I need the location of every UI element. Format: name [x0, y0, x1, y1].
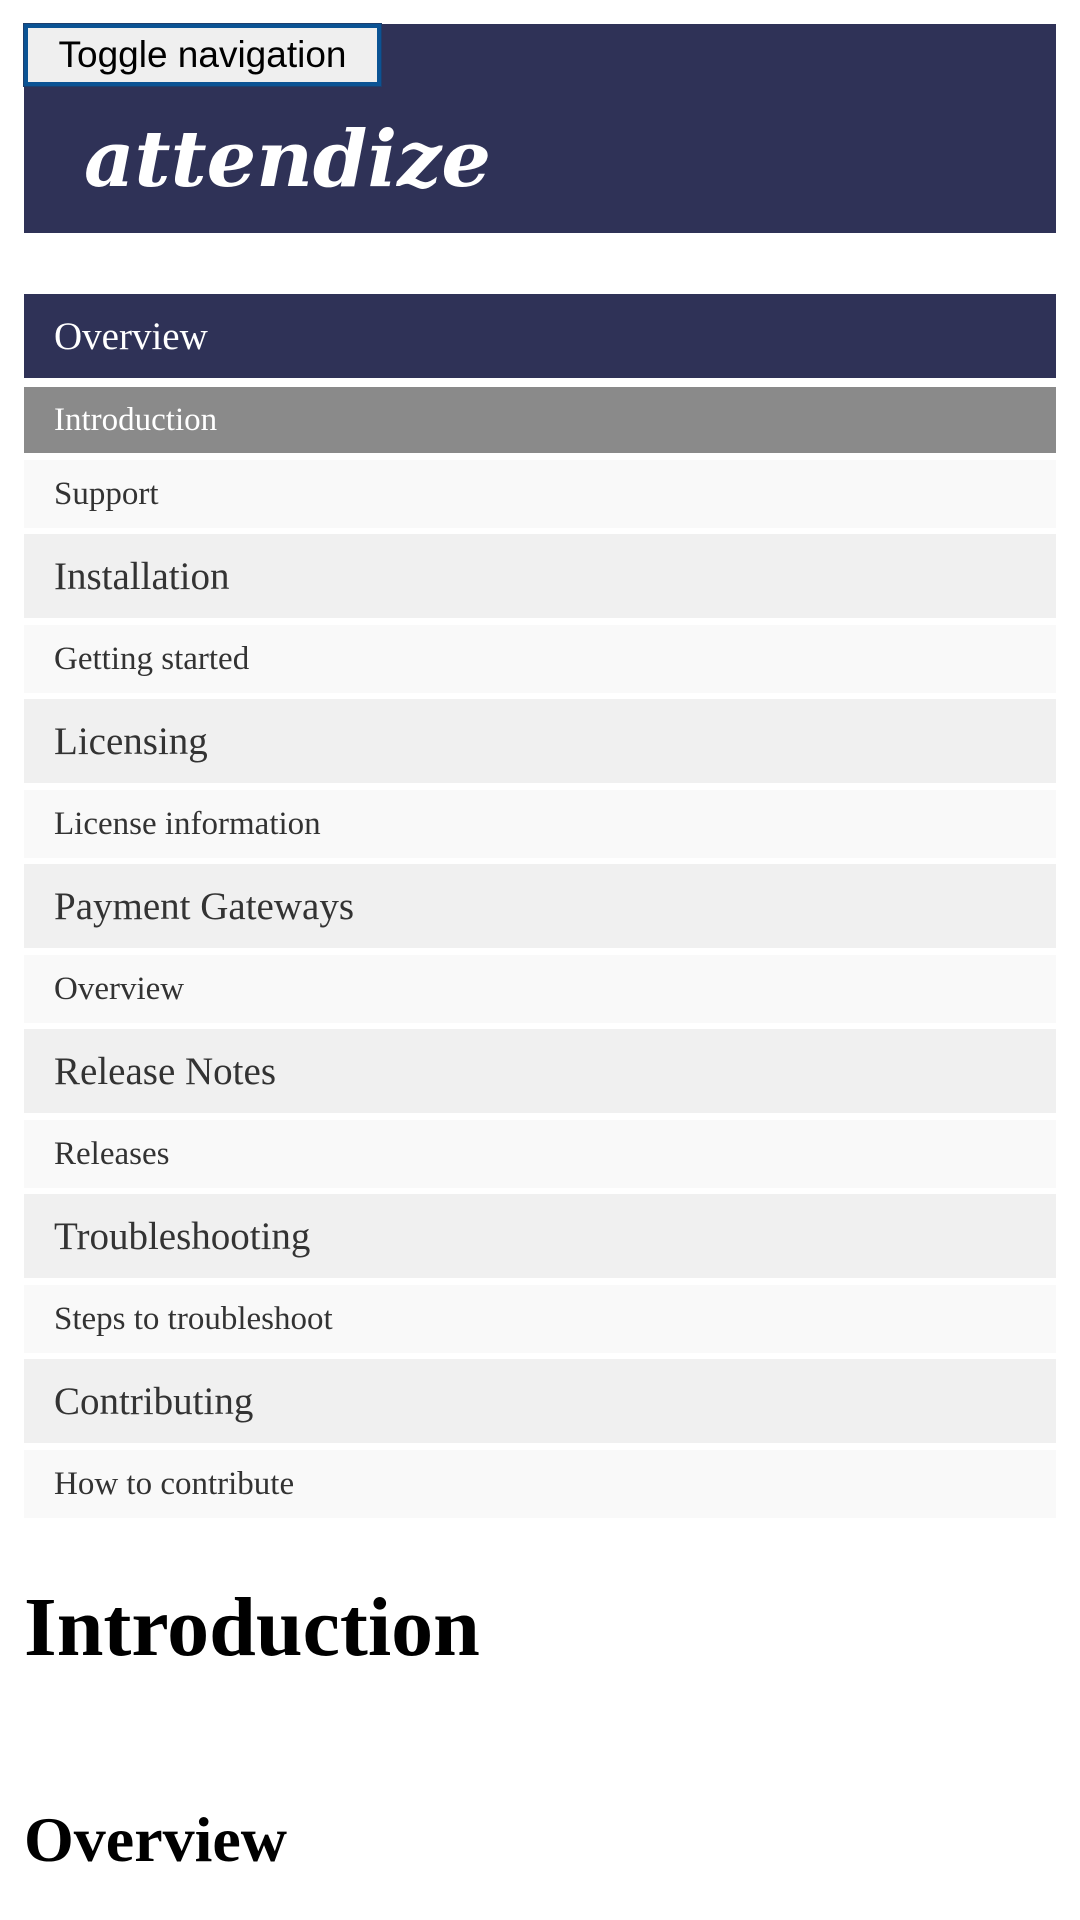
nav-link-steps-to-troubleshoot[interactable]: Steps to troubleshoot [24, 1285, 1056, 1353]
toggle-navigation-button[interactable]: Toggle navigation [24, 24, 381, 86]
nav-link-releases[interactable]: Releases [24, 1120, 1056, 1188]
nav-section-installation[interactable]: Installation [24, 534, 1056, 618]
sidebar-navigation [24, 294, 1056, 1518]
nav-section-contributing[interactable]: Contributing [24, 1359, 1056, 1443]
nav-section-payment-gateways[interactable]: Payment Gateways [24, 864, 1056, 948]
nav-section-troubleshooting[interactable]: Troubleshooting [24, 1194, 1056, 1278]
nav-section-licensing[interactable]: Licensing [24, 699, 1056, 783]
nav-link-getting-started[interactable]: Getting started [24, 625, 1056, 693]
nav-section-overview[interactable]: Overview [24, 294, 1056, 378]
nav-link-how-to-contribute[interactable]: How to contribute [24, 1450, 1056, 1518]
nav-link-introduction[interactable]: Introduction [24, 387, 1056, 453]
nav-link-payment-overview[interactable]: Overview [24, 955, 1056, 1023]
nav-section-release-notes[interactable]: Release Notes [24, 1029, 1056, 1113]
page-title: Introduction [24, 1581, 480, 1674]
section-heading-overview: Overview [24, 1804, 287, 1875]
nav-link-support[interactable]: Support [24, 460, 1056, 528]
site-header [24, 24, 1056, 233]
nav-link-license-information[interactable]: License information [24, 790, 1056, 858]
svg-text:attendize: attendize [84, 114, 492, 205]
attendize-logo[interactable] [80, 106, 492, 206]
